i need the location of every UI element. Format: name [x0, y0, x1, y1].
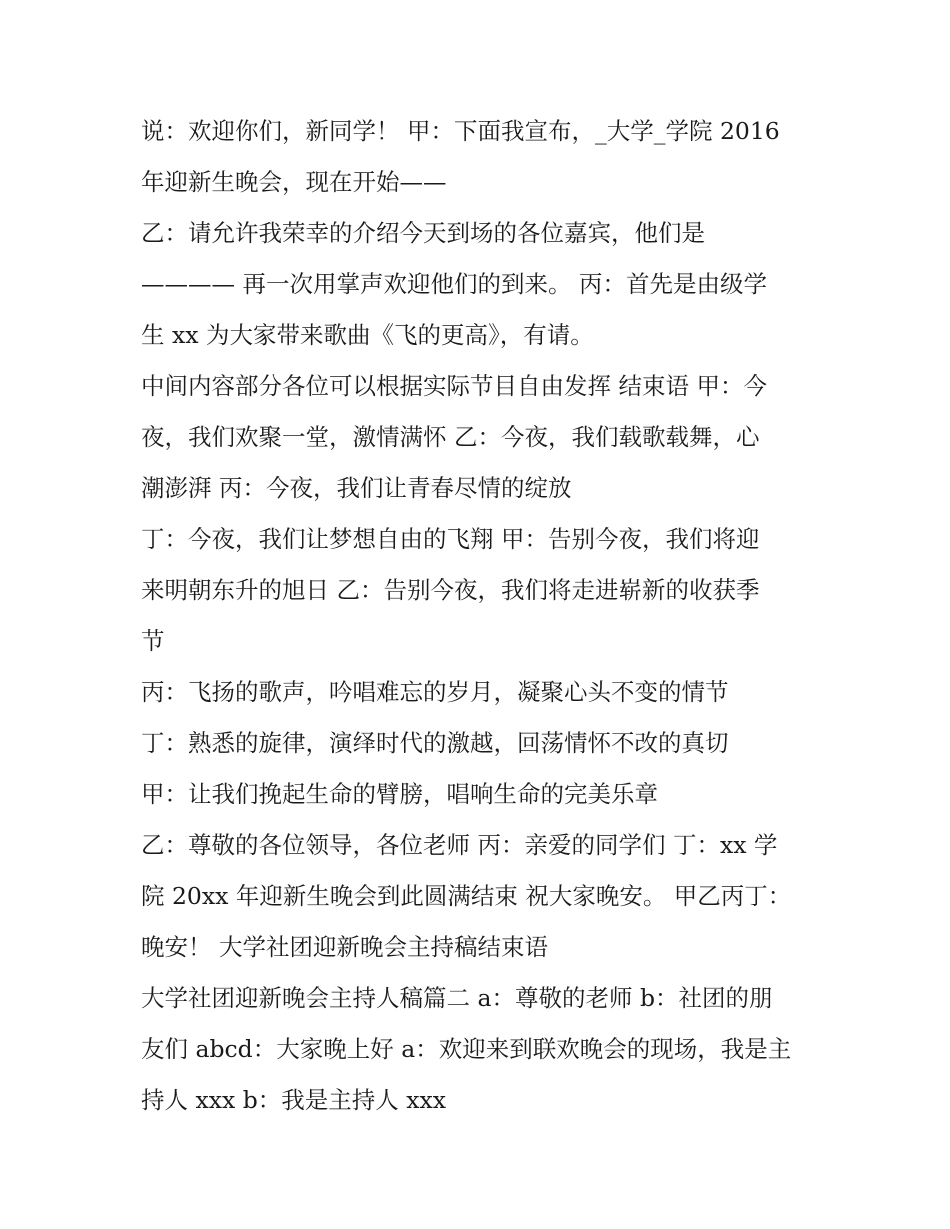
text-line: 节 [141, 627, 165, 655]
text-line: 年迎新生晚会，现在开始—— [141, 168, 447, 196]
text-line: 中间内容部分各位可以根据实际节目自由发挥 结束语 甲：今 [141, 372, 767, 400]
text-line: 甲：让我们挽起生命的臂膀，唱响生命的完美乐章 [141, 780, 658, 808]
text-line: 丁：熟悉的旋律，演绎时代的激越，回荡情怀不改的真切 [141, 729, 729, 757]
text-line: 来明朝东升的旭日 乙：告别今夜，我们将走进崭新的收获季 [141, 576, 760, 604]
text-line: 院 20xx 年迎新生晚会到此圆满结束 祝大家晚安。 甲乙丙丁： [141, 882, 792, 910]
text-line: 说：欢迎你们，新同学！ 甲：下面我宣布，_大学_学院 2016 [141, 117, 780, 145]
text-line: 丙：飞扬的歌声，吟唱难忘的岁月，凝聚心头不变的情节 [141, 678, 729, 706]
text-line: 大学社团迎新晚会主持人稿篇二 a：尊敬的老师 b：社团的朋 [141, 984, 773, 1012]
text-line: 乙：尊敬的各位领导，各位老师 丙：亲爱的同学们 丁：xx 学 [141, 831, 778, 859]
text-line: 友们 abcd：大家晚上好 a：欢迎来到联欢晚会的现场，我是主 [141, 1035, 792, 1063]
document-body [141, 106, 821, 1126]
text-line: 潮澎湃 丙：今夜，我们让青春尽情的绽放 [141, 474, 572, 502]
text-line: 晚安！ 大学社团迎新晚会主持稿结束语 [141, 933, 548, 961]
text-line: 生 xx 为大家带来歌曲《飞的更高》，有请。 [141, 321, 594, 349]
text-line: ———— 再一次用掌声欢迎他们的到来。 丙：首先是由级学 [141, 270, 767, 298]
text-line: 持人 xxx b：我是主持人 xxx [141, 1086, 446, 1114]
text-line: 丁：今夜，我们让梦想自由的飞翔 甲：告别今夜，我们将迎 [141, 525, 760, 553]
text-line: 乙：请允许我荣幸的介绍今天到场的各位嘉宾，他们是 [141, 219, 705, 247]
text-line: 夜，我们欢聚一堂，激情满怀 乙：今夜，我们载歌载舞，心 [141, 423, 760, 451]
